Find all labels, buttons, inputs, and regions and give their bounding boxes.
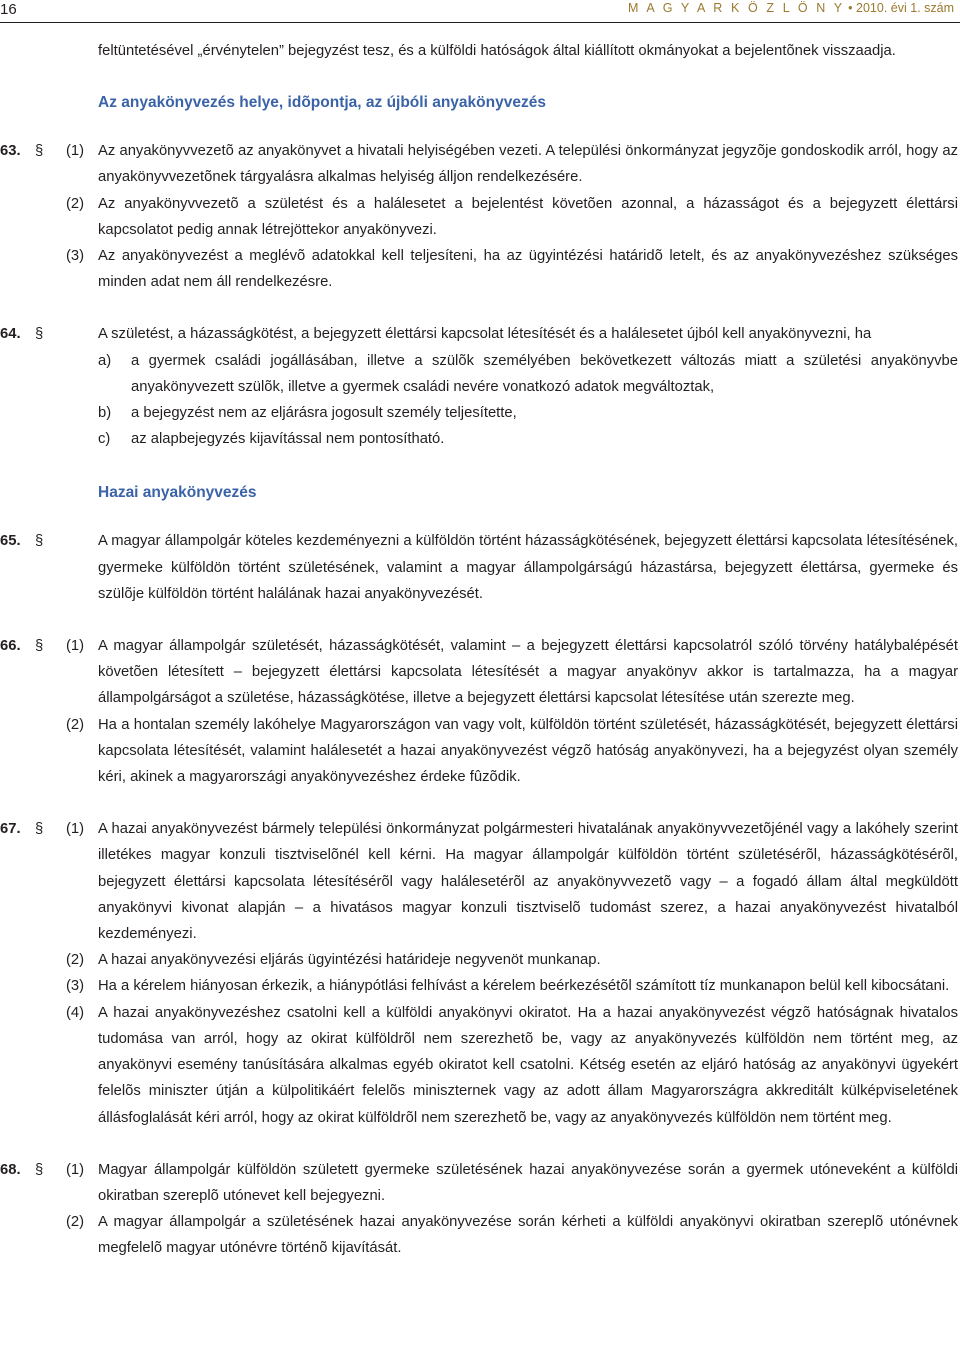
section-sign: § xyxy=(35,143,44,160)
subsection-text: A magyar állampolgár születését, házasságkötését, valamint – a bejegyzett élettársi kapcsolatról szóló törvény hatálybalépését követõen létesített – bejegyzett élettársi kapcsolata létesítését a magyar anyakönyv akkor is tartalmazza, ha a magyar állampolgárságot a születése, házasságkötése, illetve a bejegyzett élettársi kapcsolat létesítése után szerezte meg. xyxy=(98,638,958,707)
section-heading-anyakonyvezes: Az anyakönyvezés helye, idõpontja, az újbóli anyakönyvezés xyxy=(98,94,546,112)
section-63 xyxy=(0,138,960,295)
subsection xyxy=(0,1209,960,1261)
document-body xyxy=(0,38,960,1262)
section-sign: § xyxy=(35,533,44,550)
section-heading-hazai: Hazai anyakönyvezés xyxy=(98,484,257,502)
subsection-label: (2) xyxy=(66,1214,85,1231)
section-sign: § xyxy=(35,1161,44,1178)
section-67 xyxy=(0,816,960,1130)
subsection xyxy=(0,816,960,947)
subsection xyxy=(0,1000,960,1131)
page-header xyxy=(0,0,960,26)
subsection-label: (2) xyxy=(66,195,85,212)
subsection-label: (1) xyxy=(66,821,85,838)
point-text: a bejegyzést nem az eljárásra jogosult személy teljesítette, xyxy=(131,405,517,422)
subsection-label: (4) xyxy=(66,1004,85,1021)
point-label: b) xyxy=(98,405,112,422)
subsection-text: Magyar állampolgár külföldön született gyermeke születésének hazai anyakönyvezése során a gyermek utóneveként a külföldi okiratban szereplõ utónevet kell bejegyezni. xyxy=(98,1161,958,1204)
subsection-label: (2) xyxy=(66,952,85,969)
section-number: 64. xyxy=(0,326,21,343)
section-68 xyxy=(0,1157,960,1262)
section-66 xyxy=(0,633,960,790)
subsection-label: (1) xyxy=(66,638,85,655)
subsection xyxy=(0,138,960,190)
section-number: 68. xyxy=(0,1161,21,1178)
subsection-text: A hazai anyakönyvezéshez csatolni kell a külföldi anyakönyvi okiratot. Ha a hazai anyakönyvezést végzõ hatóságnak hivatalos tudomása van arról, hogy az okirat külföldrõl nem szerezhetõ be, vagy az anyakönyvezés külföldön nem történt meg, az anyakönyvi esemény tanúsítására alkalmas egyéb okiratot kell csatolni. Kétség esetén az eljáró hatóság az anyakönyvi ügyekért felelõs miniszter útján a külpolitikáért felelõs miniszternek vagy az adott állam Magyarországra akkreditált külképviseletének állásfoglalását kéri arról, hogy az okirat külföldrõl nem szerezhetõ be, vagy az anyakönyvezés külföldön nem történt meg. xyxy=(98,1004,958,1126)
subsection xyxy=(0,1157,960,1209)
subsection-label: (2) xyxy=(66,716,85,733)
subsection-label: (3) xyxy=(66,978,85,995)
point-text: az alapbejegyzés kijavítással nem pontosítható. xyxy=(131,431,445,448)
page-number: 16 xyxy=(0,1,17,18)
section-sign: § xyxy=(35,821,44,838)
point-label: c) xyxy=(98,431,111,448)
point-text: a gyermek családi jogállásában, illetve a szülõk személyében bekövetkezett változás miatt a születési anyakönyvbe anyakönyvezett szülõk, illetve a gyermek családi nevére vonatkozó adatok megváltoztak, xyxy=(131,352,958,395)
publication-name: M A G Y A R K Ö Z L Ö N Y xyxy=(627,1,845,15)
section-text: A magyar állampolgár köteles kezdeményezni a külföldön történt házasságkötésének, bejegyzett élettársi kapcsolata létesítésének, gyermeke külföldön történt születésének, valamint a magyar állampolgárságú házastársa, bejegyzett élettársa, gyermeke és szülõje külföldön történt halálának hazai anyakönyvezését. xyxy=(98,533,958,602)
header-rule xyxy=(0,22,960,23)
subsection-text: A magyar állampolgár a születésének hazai anyakönyvezése során kérheti a külföldi anyakönyvi okiratban szereplõ utónévnek megfelelõ magyar utónévre történõ kijavítását. xyxy=(98,1214,958,1257)
subsection xyxy=(0,947,960,973)
subsection xyxy=(0,633,960,712)
subsection-text: Ha a kérelem hiányosan érkezik, a hiánypótlási felhívást a kérelem beérkezésétõl számított tíz munkanapon belül kell kibocsátani. xyxy=(98,978,950,995)
section-65 xyxy=(0,528,960,607)
section-number: 67. xyxy=(0,821,21,838)
subsection xyxy=(0,712,960,791)
section-64 xyxy=(0,321,960,452)
section-number: 63. xyxy=(0,143,21,160)
subsection xyxy=(0,191,960,243)
subsection xyxy=(0,243,960,295)
subsection-text: Az anyakönyvvezetõ a születést és a halálesetet a bejelentést követõen azonnal, a házasságot és a bejegyzett élettársi kapcsolatot pedig annak létrejöttekor anyakönyvezi. xyxy=(98,195,958,238)
intro-paragraph: feltüntetésével „érvénytelen” bejegyzést tesz, és a külföldi hatóságok által kiállított okmányokat a bejelentõnek visszaadja. xyxy=(98,43,896,59)
section-sign: § xyxy=(35,638,44,655)
issue-label: 2010. évi 1. szám xyxy=(856,1,954,15)
list-point xyxy=(0,348,960,400)
publication-header: M A G Y A R K Ö Z L Ö N Y • 2010. évi 1. szám xyxy=(627,1,954,15)
point-label: a) xyxy=(98,352,112,369)
subsection-label: (3) xyxy=(66,248,85,265)
subsection-text: A hazai anyakönyvezési eljárás ügyintézési határideje negyvenöt munkanap. xyxy=(98,952,601,969)
subsection xyxy=(0,973,960,999)
section-number: 65. xyxy=(0,533,21,550)
subsection-text: Az anyakönyvezést a meglévõ adatokkal kell teljesíteni, ha az ügyintézési határidõ letelt, és az anyakönyvezéshez szükséges minden adat nem áll rendelkezésre. xyxy=(98,248,958,291)
subsection-label: (1) xyxy=(66,143,85,160)
section-sign: § xyxy=(35,326,44,343)
subsection-text: Az anyakönyvvezetõ az anyakönyvet a hivatali helyiségében vezeti. A települési önkormányzat jegyzõje gondoskodik arról, hogy az anyakönyvvezetõnek tárgyalásra alkalmas helyiség álljon rendelkezésére. xyxy=(98,143,958,186)
subsection-label: (1) xyxy=(66,1161,85,1178)
section-number: 66. xyxy=(0,638,21,655)
subsection-text: Ha a hontalan személy lakóhelye Magyarországon van vagy volt, külföldön történt születését, házasságkötését, bejegyzett élettársi kapcsolata létesítését, valamint halálesetét a hazai anyakönyvezést végzõ hatóság anyakönyvezi, ha a bejegyzést olyan személy kéri, akinek a magyarországi anyakönyvezéshez érdeke fûzõdik. xyxy=(98,716,958,786)
subsection-text: A hazai anyakönyvezést bármely települési önkormányzat polgármesteri hivatalának anyakönyvvezetõjénél vagy a lakóhely szerint illetékes magyar konzuli tisztviselõnél kell kérni. Ha magyar állampolgár külföldön történt születésérõl, házasságkötésérõl, bejegyzett élettársi kapcsolata létesítésérõl vagy halálesetérõl az anyakönyvvezetõ vagy – a fogadó állam által megküldött anyakönyvi kivonat alapján – a hivatásos magyar konzuli tisztviselõ tudomást szerez, a hazai anyakönyvezést hivatalból kezdeményezi. xyxy=(98,821,958,943)
list-point xyxy=(0,400,960,426)
section-text: A születést, a házasságkötést, a bejegyzett élettársi kapcsolat létesítését és a halálesetet újból kell anyakönyvezni, ha xyxy=(98,326,872,343)
list-point xyxy=(0,426,960,452)
